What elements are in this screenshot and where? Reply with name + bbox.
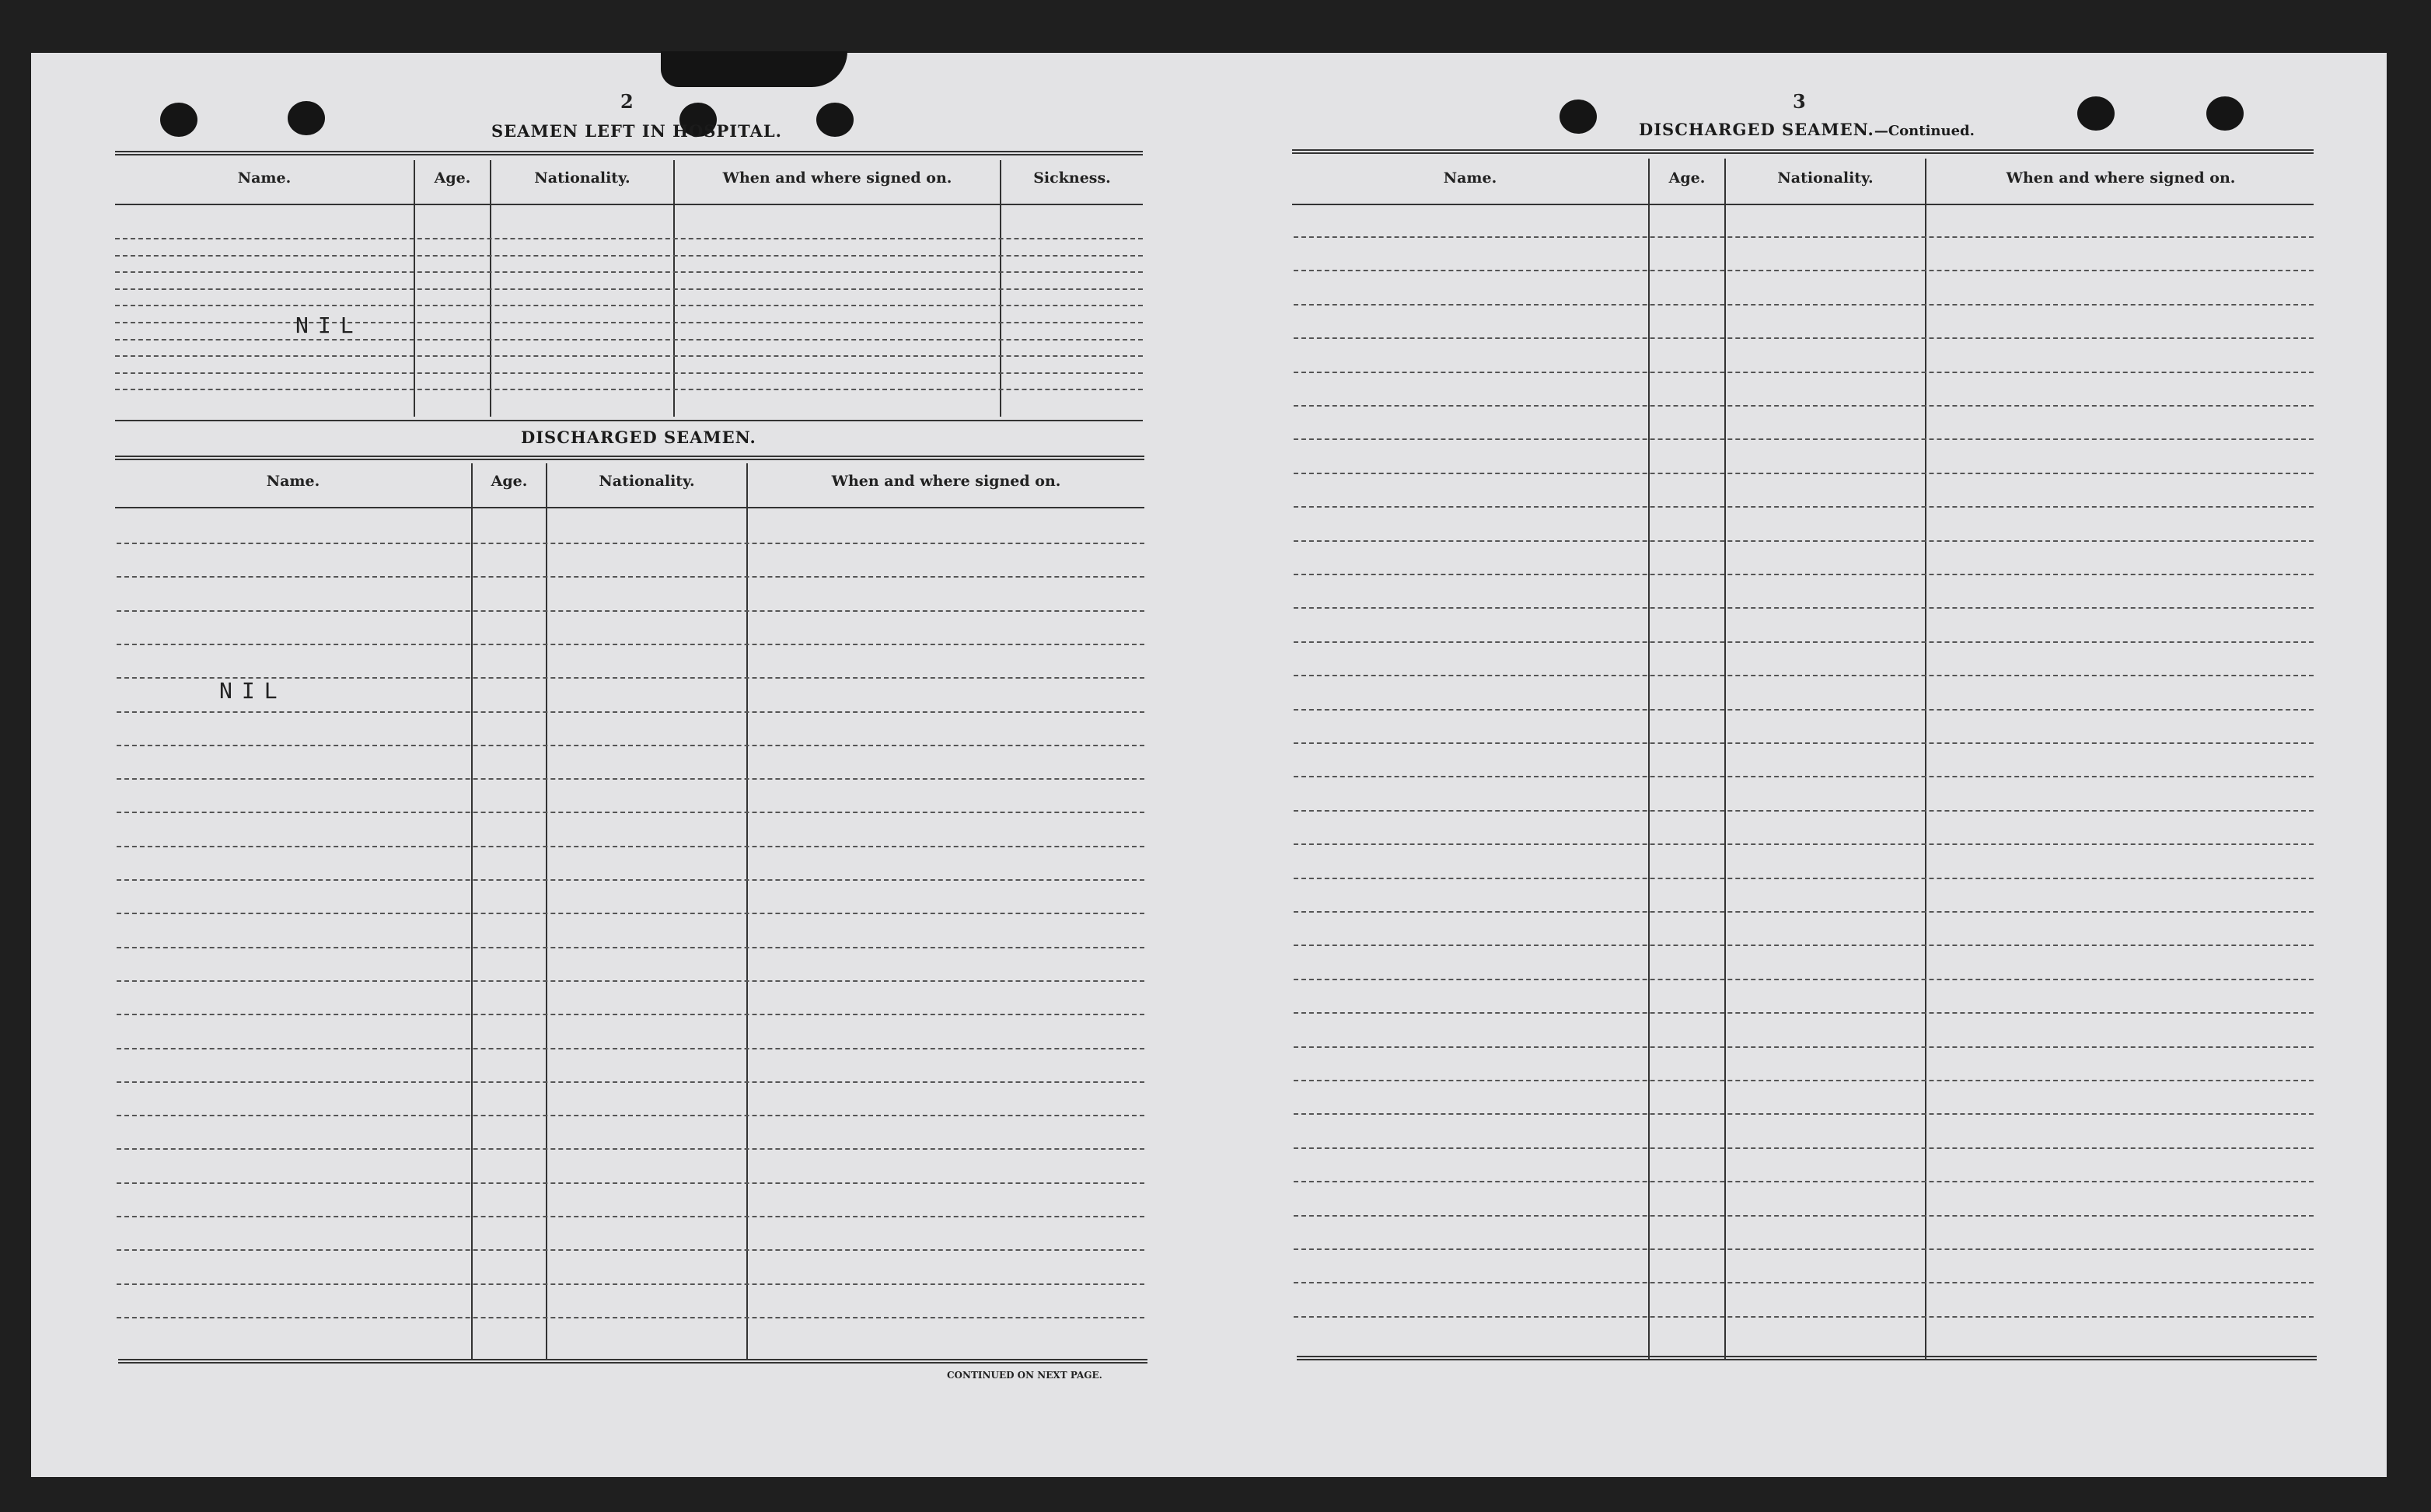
ruled-line xyxy=(1294,270,2314,271)
ruled-line xyxy=(1294,372,2314,373)
ruled-line xyxy=(1294,810,2314,812)
ruled-line xyxy=(115,305,1143,306)
right-col-signed-on: When and where signed on. xyxy=(2006,169,2236,187)
punch-hole xyxy=(288,101,325,135)
ruled-line xyxy=(115,238,1143,239)
discharged-col-divider xyxy=(546,463,547,1359)
discharged-section-title: DISCHARGED SEAMEN. xyxy=(521,428,756,447)
ruled-line xyxy=(1294,607,2314,609)
ruled-line xyxy=(115,355,1143,357)
ruled-line xyxy=(1294,1282,2314,1283)
ruled-line xyxy=(117,610,1144,612)
ruled-line xyxy=(1294,405,2314,407)
ruled-line xyxy=(1294,641,2314,643)
ruled-line xyxy=(117,913,1144,914)
punch-hole xyxy=(1560,100,1597,134)
torn-area xyxy=(661,51,847,87)
ruled-line xyxy=(117,1081,1144,1083)
ruled-line xyxy=(117,576,1144,578)
ruled-line xyxy=(117,711,1144,713)
ruled-line xyxy=(115,389,1143,390)
ruled-line xyxy=(1294,506,2314,508)
ruled-line xyxy=(1294,1248,2314,1250)
hospital-col-age: Age. xyxy=(434,169,471,187)
ruled-line xyxy=(1294,1316,2314,1318)
right-col-name: Name. xyxy=(1443,169,1497,187)
ruled-line xyxy=(1294,1046,2314,1048)
ruled-line xyxy=(1294,540,2314,542)
hospital-col-sickness: Sickness. xyxy=(1033,169,1111,187)
ruled-line xyxy=(1294,776,2314,777)
document-sheet xyxy=(31,53,2387,1477)
ruled-line xyxy=(117,644,1144,645)
right-section-title-text: DISCHARGED SEAMEN. xyxy=(1639,120,1874,139)
punch-hole xyxy=(816,103,854,137)
right-section-title-suffix: —Continued. xyxy=(1874,123,1975,139)
ruled-line xyxy=(1294,878,2314,879)
ruled-line xyxy=(117,1182,1144,1184)
discharged-nil-entry: NIL xyxy=(219,678,287,704)
hospital-bottom-rule xyxy=(115,420,1143,421)
right-col-age: Age. xyxy=(1668,169,1706,187)
hospital-header-rule xyxy=(115,204,1143,205)
hospital-section-title: SEAMEN LEFT IN HOSPITAL. xyxy=(491,121,782,141)
ruled-line xyxy=(1294,843,2314,845)
ruled-line xyxy=(1294,709,2314,711)
ruled-line xyxy=(1294,945,2314,946)
right-top-rule xyxy=(1292,149,2314,154)
ruled-line xyxy=(1294,1113,2314,1115)
continued-footer: CONTINUED ON NEXT PAGE. xyxy=(947,1370,1102,1381)
right-bottom-rule xyxy=(1297,1356,2317,1360)
discharged-col-nationality: Nationality. xyxy=(599,473,695,490)
hospital-col-nationality: Nationality. xyxy=(534,169,630,187)
ruled-line xyxy=(1294,1215,2314,1217)
hospital-nil-entry: NIL xyxy=(295,313,363,338)
punch-hole xyxy=(2077,96,2115,131)
ruled-line xyxy=(115,339,1143,340)
ruled-line xyxy=(117,1048,1144,1049)
punch-hole xyxy=(160,103,197,137)
ruled-line xyxy=(117,543,1144,544)
ruled-line xyxy=(117,947,1144,948)
ruled-line xyxy=(117,1148,1144,1150)
ruled-line xyxy=(117,812,1144,813)
ruled-line xyxy=(117,745,1144,746)
ruled-line xyxy=(1294,438,2314,440)
discharged-header-rule xyxy=(115,507,1144,508)
ruled-line xyxy=(1294,574,2314,575)
hospital-top-rule xyxy=(115,151,1143,155)
ruled-line xyxy=(115,322,1143,323)
ruled-line xyxy=(1294,1080,2314,1081)
right-header-rule xyxy=(1292,204,2314,205)
right-col-nationality: Nationality. xyxy=(1777,169,1874,187)
ruled-line xyxy=(117,1249,1144,1251)
ruled-line xyxy=(117,1014,1144,1015)
ruled-line xyxy=(117,1216,1144,1217)
ruled-line xyxy=(1294,1147,2314,1149)
right-section-title xyxy=(1639,120,1975,139)
ruled-line xyxy=(115,288,1143,290)
ruled-line xyxy=(1294,979,2314,980)
discharged-col-name: Name. xyxy=(266,473,320,490)
ruled-line xyxy=(1294,1012,2314,1014)
discharged-col-divider xyxy=(746,463,748,1359)
discharged-col-divider xyxy=(471,463,473,1359)
hospital-col-name: Name. xyxy=(237,169,292,187)
ruled-line xyxy=(117,778,1144,780)
ruled-line xyxy=(1294,337,2314,339)
ruled-line xyxy=(1294,911,2314,913)
punch-hole xyxy=(2206,96,2244,131)
ruled-line xyxy=(117,1317,1144,1318)
ruled-line xyxy=(115,271,1143,273)
hospital-col-signed-on: When and where signed on. xyxy=(722,169,952,187)
ruled-line xyxy=(1294,236,2314,238)
discharged-top-rule xyxy=(115,456,1144,460)
page-number-left: 2 xyxy=(620,90,634,113)
ruled-line xyxy=(117,1115,1144,1116)
page-number-right: 3 xyxy=(1793,90,1806,113)
ruled-line xyxy=(1294,1181,2314,1182)
discharged-col-signed-on: When and where signed on. xyxy=(831,473,1061,490)
ruled-line xyxy=(117,980,1144,982)
left-bottom-rule xyxy=(118,1359,1147,1364)
ruled-line xyxy=(1294,304,2314,306)
ruled-line xyxy=(117,846,1144,847)
ruled-line xyxy=(117,1283,1144,1285)
discharged-col-age: Age. xyxy=(491,473,528,490)
ruled-line xyxy=(1294,473,2314,474)
ruled-line xyxy=(115,255,1143,257)
ruled-line xyxy=(1294,742,2314,744)
ruled-line xyxy=(117,879,1144,881)
ruled-line xyxy=(115,372,1143,374)
ruled-line xyxy=(1294,675,2314,676)
